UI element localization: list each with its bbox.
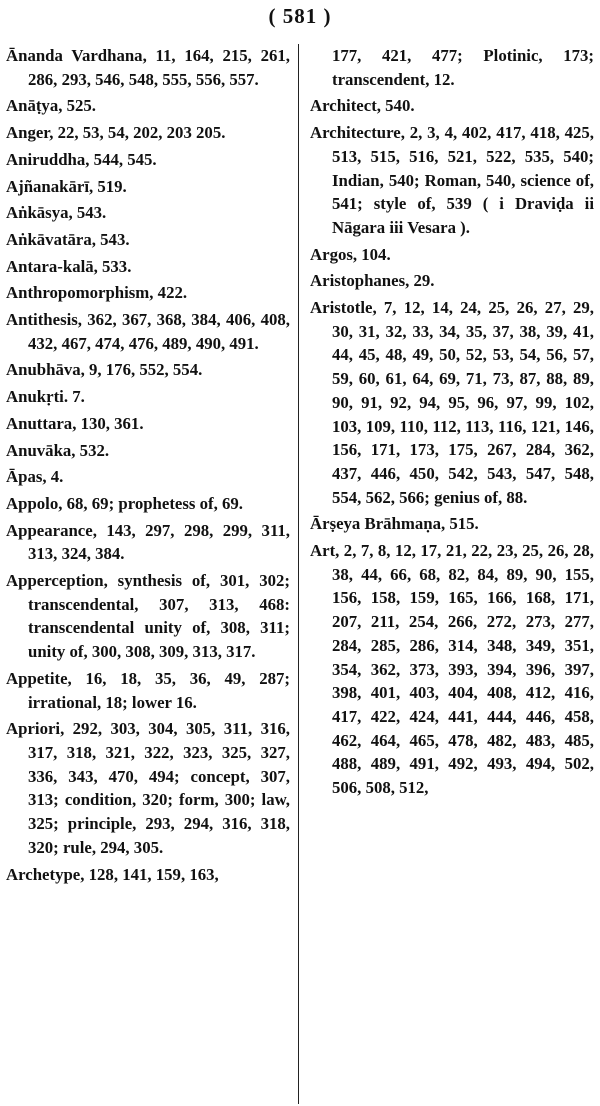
- index-entry: Āpas, 4.: [6, 467, 64, 487]
- index-column-right: [310, 44, 594, 803]
- index-entry: Aniruddha, 544, 545.: [6, 149, 157, 169]
- index-entry: Architect, 540.: [310, 96, 415, 116]
- index-entry: Anuttara, 130, 361.: [6, 413, 144, 433]
- index-entry: Art, 2, 7, 8, 12, 17, 21, 22, 23, 25, 26, 28, 38, 44, 66, 68, 82, 84, 89, 90, 155, 156, 158, 159, 165, 166, 168, 171, 207, 211, 254, 266, 272, 273, 277, 284, 285, 286, 314, 348, 349, 351, 354, 362, 373, 393, 394, 396, 397, 398, 401, 403, 404, 408, 412, 416, 417, 422, 424, 441, 444, 446, 458, 462, 464, 465, 478, 482, 483, 485, 488, 489, 491, 492, 493, 494, 502, 506, 508, 512,: [310, 541, 594, 798]
- index-entry: Aristotle, 7, 12, 14, 24, 25, 26, 27, 29, 30, 31, 32, 33, 34, 35, 37, 38, 39, 41, 44, 45, 48, 49, 50, 52, 53, 54, 56, 57, 59, 60, 61, 64, 69, 71, 73, 87, 88, 89, 90, 91, 92, 94, 95, 96, 97, 99, 102, 103, 109, 110, 112, 113, 116, 121, 146, 156, 171, 173, 175, 267, 284, 362, 437, 446, 450, 542, 543, 547, 548, 554, 562, 566; genius of, 88.: [310, 298, 594, 507]
- index-entry: Apperception, synthesis of, 301, 302; transcendental, 307, 313, 468: transcendental unity of, 308, 311; unity of, 300, 308, 309, 313, 317.: [6, 571, 290, 662]
- index-entry: Aṅkāsya, 543.: [6, 203, 107, 223]
- index-entry: Appolo, 68, 69; prophetess of, 69.: [6, 493, 243, 513]
- index-entry: Anubhāva, 9, 176, 552, 554.: [6, 360, 203, 380]
- index-entry: Antithesis, 362, 367, 368, 384, 406, 408, 432, 467, 474, 476, 489, 490, 491.: [6, 310, 290, 353]
- index-entry: Anukṛti. 7.: [6, 387, 85, 407]
- index-entry: Argos, 104.: [310, 244, 391, 264]
- page-number: ( 581 ): [268, 4, 332, 28]
- index-entry: Apriori, 292, 303, 304, 305, 311, 316, 317, 318, 321, 322, 323, 325, 327, 336, 343, 470, 494; concept, 307, 313; condition, 320; form, 300; law, 325; principle, 293, 294, 316, 318, 320; rule, 294, 305.: [6, 719, 290, 857]
- index-entry: Appetite, 16, 18, 35, 36, 49, 287; irrational, 18; lower 16.: [6, 668, 290, 712]
- index-entry: Aṅkāvatāra, 543.: [6, 229, 130, 249]
- column-divider: [298, 44, 299, 1104]
- index-entry: Ārṣeya Brāhmaṇa, 515.: [310, 514, 479, 534]
- index-entry: Antara-kalā, 533.: [6, 256, 132, 276]
- index-entry: Ānanda Vardhana, 11, 164, 215, 261, 286, 293, 546, 548, 555, 556, 557.: [6, 46, 290, 89]
- index-entry: Anuvāka, 532.: [6, 440, 110, 460]
- index-entry: Anāṭya, 525.: [6, 96, 96, 116]
- index-entry: Aristophanes, 29.: [310, 271, 435, 291]
- index-entry: Anger, 22, 53, 54, 202, 203 205.: [6, 123, 226, 143]
- index-entry: Architecture, 2, 3, 4, 402, 417, 418, 425, 513, 515, 516, 521, 522, 535, 540; Indian, 540; Roman, 540, science of, 541; style of, 539 ( i Draviḍa ii Nāgara iii Vesara ).: [310, 123, 594, 237]
- index-column-left: [6, 44, 290, 889]
- index-entry: Ajñanakārī, 519.: [6, 176, 127, 196]
- index-entry: Anthropomorphism, 422.: [6, 283, 188, 303]
- index-entry: Appearance, 143, 297, 298, 299, 311, 313, 324, 384.: [6, 520, 290, 564]
- index-entry: Archetype, 128, 141, 159, 163,: [6, 864, 219, 884]
- index-entry-continuation: 177, 421, 477; Plotinic, 173; transcendent, 12.: [332, 46, 594, 89]
